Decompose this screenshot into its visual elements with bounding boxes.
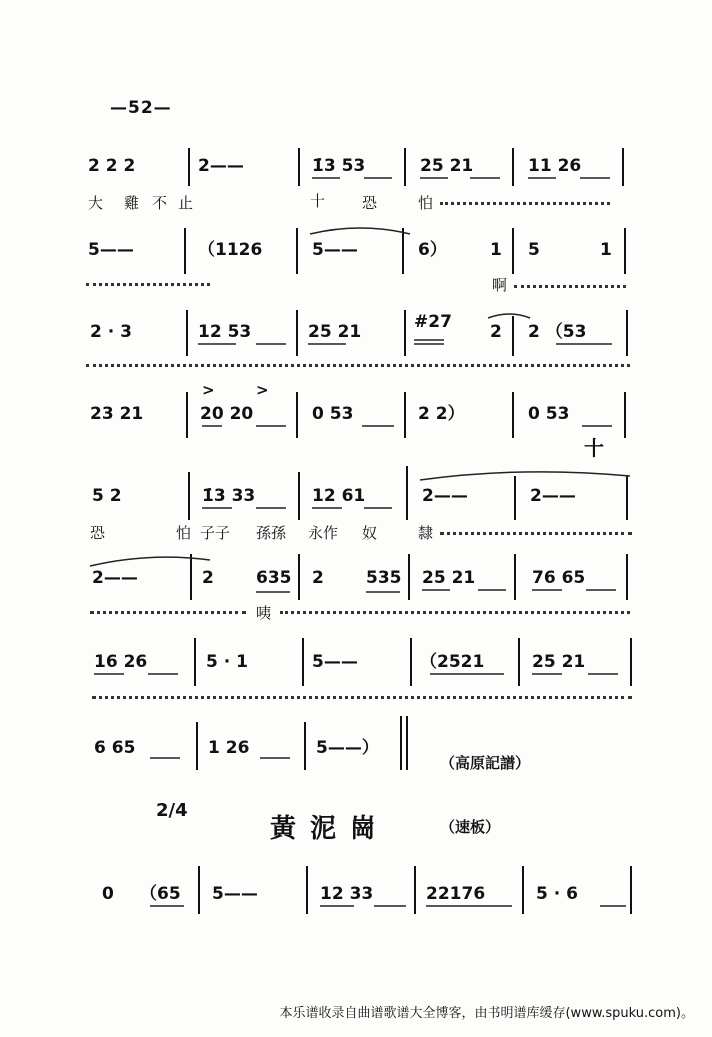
note-group: 11 26 — [528, 156, 582, 176]
note-group: 1̇3 53 — [312, 156, 366, 176]
slur-mark — [310, 228, 410, 234]
note-group: 16 26 — [94, 652, 148, 672]
slur-mark — [90, 557, 210, 566]
note-group: 5—— — [312, 240, 358, 260]
note-group: 1 26 — [208, 738, 250, 758]
note-group: （1126 — [198, 240, 263, 260]
note-group: 22176 — [426, 884, 486, 904]
note-group: 1̇3 33 — [202, 486, 256, 506]
accent-mark: > — [256, 381, 269, 399]
note-group: 1 — [600, 240, 612, 260]
lyric: 孫孫 — [256, 524, 287, 542]
note-group: 20 20 — [200, 404, 254, 424]
note-group: 2—— — [92, 568, 138, 588]
note-group: 5 · 1 — [206, 652, 248, 672]
note-group: 5—— — [312, 652, 358, 672]
note-group: 5 — [528, 240, 540, 260]
note-group: 2 2） — [418, 404, 465, 424]
note-group: 1 — [490, 240, 502, 260]
note-group: 5 · 6 — [536, 884, 578, 904]
lyric: 隸 — [418, 524, 434, 542]
note-group: #27 — [414, 312, 452, 332]
note-group: 76 65 — [532, 568, 586, 588]
lyric: 雞 — [124, 194, 140, 212]
note-group: 5——） — [316, 738, 379, 758]
slur-mark — [420, 472, 630, 480]
note-group: （65 — [140, 884, 181, 904]
lyric: 十 — [584, 436, 604, 460]
note-group: 5 2 — [92, 486, 122, 506]
lyric: 十 — [310, 192, 326, 210]
note-group: 0 53 — [312, 404, 354, 424]
note-group: 2—— — [198, 156, 244, 176]
note-group: 25 21 — [420, 156, 474, 176]
note-group: 23 21 — [90, 404, 144, 424]
note-group: 12 61 — [312, 486, 366, 506]
lyric: 大 — [88, 194, 104, 212]
note-group: （2521 — [420, 652, 485, 672]
note-group: 6 65 — [94, 738, 136, 758]
accent-mark: > — [202, 381, 215, 399]
note-group: 635 — [256, 568, 292, 588]
note-group: 2 — [202, 568, 214, 588]
lyric: 恐 — [362, 194, 378, 212]
note-group: 2 2 2 — [88, 156, 136, 176]
note-group: 25 21 — [532, 652, 586, 672]
note-group: 2 · 3 — [90, 322, 132, 342]
transcriber-credit: （高原記譜） — [440, 754, 531, 772]
note-group: 25 21 — [308, 322, 362, 342]
lyric: 恐 — [90, 524, 106, 542]
lyric: 不 — [152, 194, 168, 212]
tempo-marking: （速板） — [440, 818, 501, 836]
page-number: —52— — [110, 98, 172, 118]
lyric: 咦 — [256, 604, 272, 622]
slur-mark — [488, 314, 530, 318]
lyric: 怕 — [176, 524, 192, 542]
note-group: 0 — [102, 884, 114, 904]
note-group: 12 53 — [198, 322, 252, 342]
note-group: 2 — [312, 568, 324, 588]
lyric: 子子 — [200, 524, 231, 542]
lyric: 怕 — [418, 194, 434, 212]
song-title: 黃泥崗 — [270, 814, 391, 844]
note-group: 25 21 — [422, 568, 476, 588]
lyric: 止 — [178, 194, 194, 212]
lyric: 奴 — [362, 524, 378, 542]
time-signature: 2/4 — [156, 800, 188, 821]
note-group: 0 53 — [528, 404, 570, 424]
note-group: 12 33 — [320, 884, 374, 904]
note-group: 2—— — [530, 486, 576, 506]
note-group: 2 （53 — [528, 322, 587, 342]
lyric: 永作 — [308, 524, 339, 542]
note-group: 2 — [490, 322, 502, 342]
note-group: 5—— — [88, 240, 134, 260]
footer-note: 本乐谱收录自曲谱歌谱大全博客，由书明谱库缓存(www.spuku.com)。 — [279, 1006, 694, 1021]
note-group: 6） — [418, 240, 447, 260]
lyric: 啊 — [492, 276, 508, 294]
note-group: 5—— — [212, 884, 258, 904]
note-group: 535 — [366, 568, 402, 588]
note-group: 2—— — [422, 486, 468, 506]
